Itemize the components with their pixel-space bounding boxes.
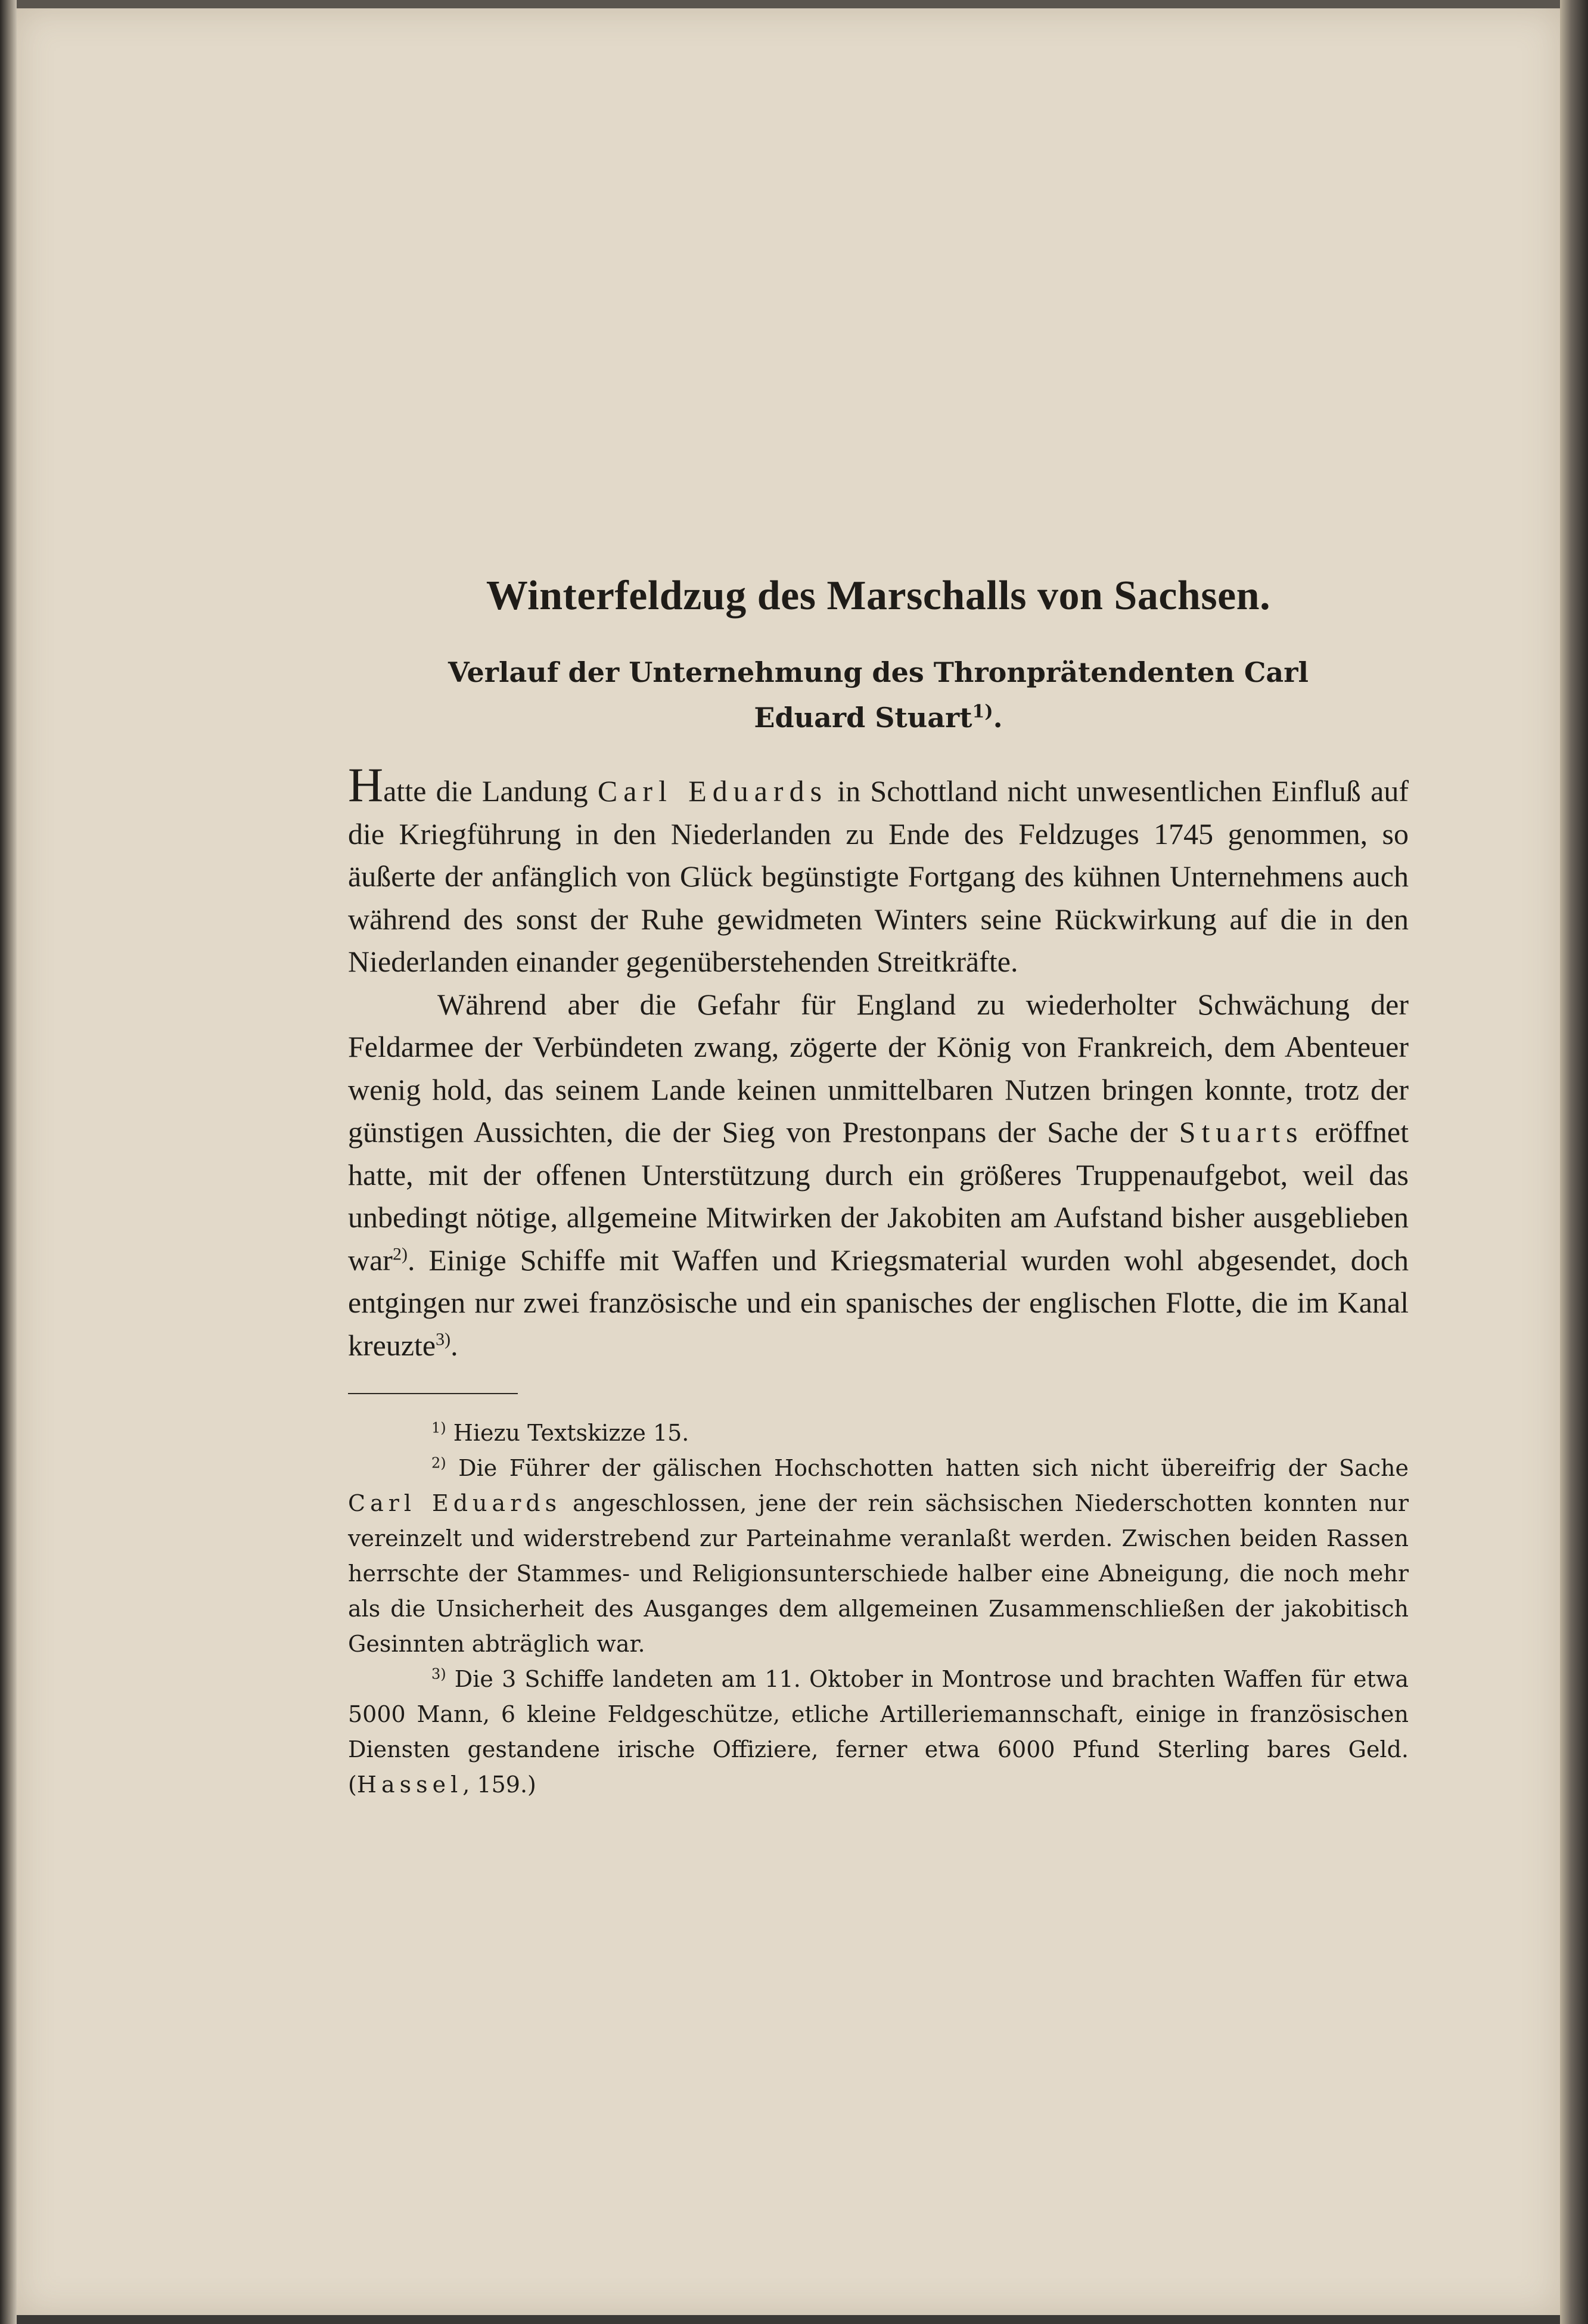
section-title-line2: Eduard Stuart xyxy=(754,702,972,734)
footnote-2-text-a: Die Führer der gälischen Hochschotten hatten sich nicht übereifrig der Sache xyxy=(446,1455,1409,1481)
book-binding-edge xyxy=(0,0,17,2324)
footnote-1 xyxy=(348,1416,1409,1451)
footnote-2-text-b: angeschlossen, jene der rein sächsischen Niederschotten konnten nur vereinzelt und widerstrebend zur Parteinahme veranlaßt werden. Zwischen beiden Rassen herrschte der Stammes- und Religionsunterschiede halber eine Abneigung, die noch mehr als die Unsicherheit des Ausganges dem allgemeinen Zusammenschließen der jakobitisch Gesinnten abträglich war. xyxy=(348,1490,1409,1657)
section-title: Verlauf der Unternehmung des Thronprätendenten Carl Eduard Stuart$^{1)}$. xyxy=(448,656,1309,734)
book-page-edge xyxy=(1560,0,1588,2324)
footnote-ref-3: 3) xyxy=(436,1329,451,1349)
footnote-3 xyxy=(348,1662,1409,1802)
section-title-line1: Verlauf der Unternehmung des Thronprätendenten Carl xyxy=(448,656,1309,688)
footnote-3-mark: 3) xyxy=(431,1665,446,1683)
footnote-ref-1: 1) xyxy=(972,701,993,722)
footnote-2 xyxy=(348,1451,1409,1662)
paragraph-1-text-a: atte die Landung xyxy=(383,774,598,808)
footnote-1-mark: 1) xyxy=(431,1419,446,1436)
scan-top-edge xyxy=(0,0,1588,8)
footnote-2-mark: 2) xyxy=(431,1454,446,1472)
footnote-3-text-a: Die 3 Schiffe landeten am 11. Oktober in Montrose und brachten Waffen für etwa 5000 Mann, 6 kleine Feldgeschütze, etliche Artilleriemannschaft, einige in französischen Diensten gestandene irische Offiziere, ferner etwa 6000 Pfund Sterling bares Geld. ( xyxy=(348,1666,1409,1798)
paragraph-2-text-c: . Einige Schiffe mit Waffen und Kriegsmaterial wurden wohl abgesendet, doch entgingen nur zwei französische und ein spanisches der englischen Flotte, die im Kanal kreuzte xyxy=(348,1243,1409,1362)
footnote-3-name: Hassel xyxy=(356,1771,463,1798)
paragraph-2 xyxy=(348,983,1409,1367)
paragraph-1 xyxy=(348,758,1409,983)
paragraph-2-text-b: eröffnet hatte, mit der offenen Unterstützung durch ein größeres Truppenaufgebot, weil das unbedingt nötige, allgemeine Mitwirken der Jakobiten am Aufstand bisher ausgeblieben war xyxy=(348,1115,1409,1277)
footnote-2-name: Carl Eduards xyxy=(348,1490,562,1516)
text-column xyxy=(348,572,1409,1802)
person-name-stuarts: Stuarts xyxy=(1179,1115,1304,1149)
initial-letter: H xyxy=(348,758,384,812)
footnote-divider xyxy=(348,1393,518,1394)
footnote-ref-2: 2) xyxy=(392,1243,408,1264)
person-name-carl-eduard: Carl Eduards xyxy=(597,774,828,808)
paragraph-2-text-a: Während aber die Gefahr für England zu wiederholter Schwächung der Feldarmee der Verbündeten zwang, zögerte der König von Frankreich, dem Abenteuer wenig hold, das seinem Lande keinen unmittelbaren Nutzen bringen konnte, trotz der günstigen Aussichten, die der Sieg von Prestonpans der Sache der xyxy=(348,987,1409,1149)
paragraph-1-text-b: in Schottland nicht unwesentlichen Einfluß auf die Kriegführung in den Niederlanden zu Ende des Feldzuges 1745 genommen, so äußerte der anfänglich von Glück begünstigte Fortgang des kühnen Unternehmens auch während des sonst der Ruhe gewidmeten Winters seine Rückwirkung auf die in den Niederlanden einander gegenüberstehenden Streitkräfte. xyxy=(348,774,1409,978)
paragraph-2-text-d: . xyxy=(450,1328,458,1362)
footnote-1-text: Hiezu Textskizze 15. xyxy=(446,1420,689,1446)
chapter-title: Winterfeldzug des Marschalls von Sachsen. xyxy=(486,573,1271,619)
footnote-3-text-b: , 159.) xyxy=(462,1771,536,1798)
